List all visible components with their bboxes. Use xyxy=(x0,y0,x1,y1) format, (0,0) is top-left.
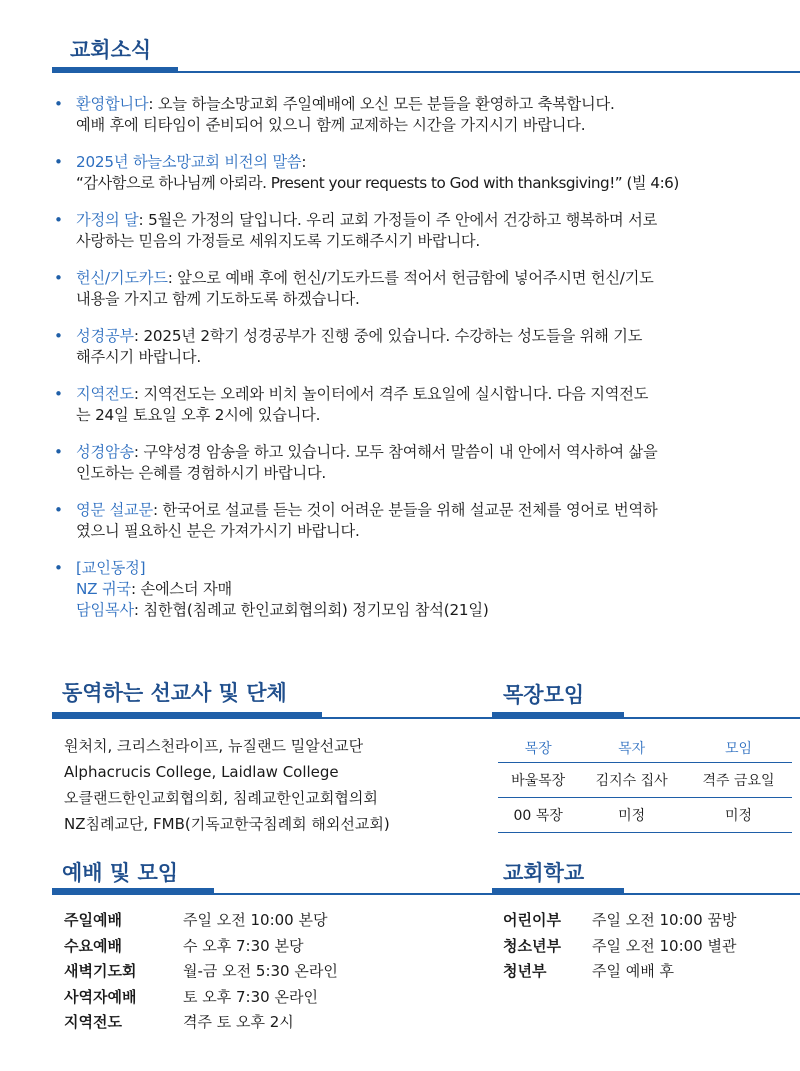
worship-schedule xyxy=(64,908,338,1036)
news-item-text: 오늘 하늘소망교회 주일예배에 오신 모든 분들을 환영하고 축복합니다. xyxy=(157,95,615,113)
school-title-accent xyxy=(492,888,624,894)
table-header-row xyxy=(498,734,792,762)
news-item-text: “감사함으로 하나님께 아뢰라. Present your requests to God with thanksgiving!” (빌 4:6) xyxy=(76,174,679,192)
news-list xyxy=(52,94,792,637)
table-cell: 바울목장 xyxy=(498,762,578,797)
missionary-line: 원처치, 크리스천라이프, 뉴질랜드 밀알선교단 xyxy=(64,737,364,755)
separator: : xyxy=(133,443,144,461)
school-schedule xyxy=(503,908,736,985)
schedule-value: 주일 오전 10:00 본당 xyxy=(183,911,328,929)
separator: : xyxy=(167,269,178,287)
bullet: • xyxy=(54,153,63,171)
table-cell: 미정 xyxy=(685,797,792,832)
table-cell: 김지수 집사 xyxy=(578,762,685,797)
schedule-row xyxy=(64,1010,338,1036)
news-item-welcome xyxy=(52,94,792,136)
member-news-text: 침한협(침례교 한인교회협의회) 정기모임 참석(21일) xyxy=(143,601,489,619)
missionaries-title-accent xyxy=(52,712,322,718)
news-item-head: 가정의 달 xyxy=(76,211,139,229)
table-row xyxy=(498,762,792,797)
news-item-text: 내용을 가지고 함께 기도하도록 하겠습니다. xyxy=(76,290,360,308)
cell-groups-table xyxy=(498,734,792,833)
schedule-label: 새벽기도회 xyxy=(64,962,137,980)
separator: : xyxy=(133,327,144,345)
news-item-text: 예배 후에 티타임이 준비되어 있으니 함께 교제하는 시간을 가지시기 바랍니다. xyxy=(76,116,586,134)
news-item-vision xyxy=(52,152,792,194)
news-item-head: 영문 설교문 xyxy=(76,501,153,519)
schedule-value: 토 오후 7:30 온라인 xyxy=(183,987,318,1006)
schedule-value: 주일 오전 10:00 꿈방 xyxy=(592,911,737,929)
schedule-row xyxy=(64,985,338,1011)
news-item-prayer-card xyxy=(52,268,792,310)
schedule-value: 주일 오전 10:00 별관 xyxy=(592,936,737,955)
news-title: 교회소식 xyxy=(70,38,152,62)
separator: : xyxy=(133,601,144,619)
separator: : xyxy=(138,211,149,229)
news-item-text: 지역전도는 오레와 비치 놀이터에서 격주 토요일에 실시합니다. 다음 지역전도 xyxy=(143,385,649,403)
schedule-label: 청소년부 xyxy=(503,936,561,955)
schedule-row xyxy=(503,959,736,985)
member-news-label: NZ 귀국 xyxy=(76,580,131,598)
separator: : xyxy=(148,95,158,113)
schedule-value: 월-금 오전 5:30 온라인 xyxy=(183,962,338,980)
schedule-value: 주일 예배 후 xyxy=(592,962,674,980)
news-item-english-sermon xyxy=(52,500,792,542)
column-header: 모임 xyxy=(685,734,792,762)
member-news-label: 담임목사 xyxy=(76,601,134,619)
bullet: • xyxy=(54,501,63,519)
schedule-row xyxy=(64,934,338,960)
news-item-bible-study xyxy=(52,326,792,368)
bullet: • xyxy=(54,385,63,403)
news-item-text: 한국어로 설교를 듣는 것이 어려운 분들을 위해 설교문 전체를 영어로 번역하 xyxy=(162,501,658,519)
news-item-text: 인도하는 은혜를 경험하시기 바랍니다. xyxy=(76,464,327,482)
news-item-head: 성경공부 xyxy=(76,327,134,345)
bullet: • xyxy=(54,269,63,287)
schedule-row xyxy=(64,908,338,934)
news-item-family xyxy=(52,210,792,252)
schedule-value: 수 오후 7:30 본당 xyxy=(183,936,304,955)
news-item-text: 사랑하는 믿음의 가정들로 세워지도록 기도해주시기 바랍니다. xyxy=(76,232,481,250)
news-item-head: 성경암송 xyxy=(76,443,134,461)
schedule-label: 지역전도 xyxy=(64,1013,122,1031)
table-cell: 격주 금요일 xyxy=(685,762,792,797)
bullet: • xyxy=(54,327,63,345)
bullet: • xyxy=(54,559,63,577)
table-row xyxy=(498,797,792,832)
schedule-label: 주일예배 xyxy=(64,911,122,929)
news-item-text: 앞으로 예배 후에 헌신/기도카드를 적어서 헌금함에 넣어주시면 헌신/기도 xyxy=(177,269,654,287)
news-item-member-news xyxy=(52,558,792,621)
bullet: • xyxy=(54,443,63,461)
separator: : xyxy=(152,501,163,519)
column-header: 목자 xyxy=(578,734,685,762)
missionary-line: NZ침례교단, FMB(기독교한국침례회 해외선교회) xyxy=(64,815,390,833)
separator: : xyxy=(301,153,307,171)
schedule-row xyxy=(503,908,736,934)
news-item-head: 지역전도 xyxy=(76,385,134,403)
separator: : xyxy=(133,385,144,403)
worship-title-accent xyxy=(52,888,214,894)
news-item-memorization xyxy=(52,442,792,484)
member-news-text: 손에스더 자매 xyxy=(140,580,232,598)
news-item-text: 2025년 2학기 성경공부가 진행 중에 있습니다. 수강하는 성도들을 위해 기도 xyxy=(143,327,643,345)
news-item-text: 구약성경 암송을 하고 있습니다. 모두 참여해서 말씀이 내 안에서 역사하여 삶을 xyxy=(143,443,658,461)
table-cell: 00 목장 xyxy=(498,797,578,832)
schedule-label: 어린이부 xyxy=(503,911,561,929)
news-item-text: 는 24일 토요일 오후 2시에 있습니다. xyxy=(76,406,321,424)
missionaries-title: 동역하는 선교사 및 단체 xyxy=(62,681,287,705)
schedule-row xyxy=(64,959,338,985)
news-title-accent xyxy=(52,67,178,73)
school-title: 교회학교 xyxy=(503,861,585,885)
schedule-label: 수요예배 xyxy=(64,936,122,955)
bullet: • xyxy=(54,211,63,229)
separator: : xyxy=(130,580,141,598)
news-item-text: 해주시기 바랍니다. xyxy=(76,348,202,366)
missionary-line: Alphacrucis College, Laidlaw College xyxy=(64,763,339,781)
table-cell: 미정 xyxy=(578,797,685,832)
news-item-head: [교인동정] xyxy=(76,559,146,577)
news-item-text: 5월은 가정의 달입니다. 우리 교회 가정들이 주 안에서 건강하고 행복하며 서로 xyxy=(148,211,658,229)
schedule-label: 청년부 xyxy=(503,962,547,980)
cell-groups-title-accent xyxy=(492,712,624,718)
news-item-outreach xyxy=(52,384,792,426)
news-item-text: 였으니 필요하신 분은 가져가시기 바랍니다. xyxy=(76,522,360,540)
missionaries-list xyxy=(64,733,390,837)
news-item-head: 환영합니다 xyxy=(76,95,149,113)
schedule-label: 사역자예배 xyxy=(64,987,137,1006)
schedule-row xyxy=(503,934,736,960)
worship-title: 예배 및 모임 xyxy=(62,861,179,885)
news-item-head: 헌신/기도카드 xyxy=(76,269,168,287)
bullet: • xyxy=(54,95,63,113)
missionary-line: 오클랜드한인교회협의회, 침례교한인교회협의회 xyxy=(64,789,378,807)
news-item-head: 2025년 하늘소망교회 비전의 말씀 xyxy=(76,153,302,171)
column-header: 목장 xyxy=(498,734,578,762)
cell-groups-title: 목장모임 xyxy=(503,683,585,707)
schedule-value: 격주 토 오후 2시 xyxy=(183,1013,294,1031)
